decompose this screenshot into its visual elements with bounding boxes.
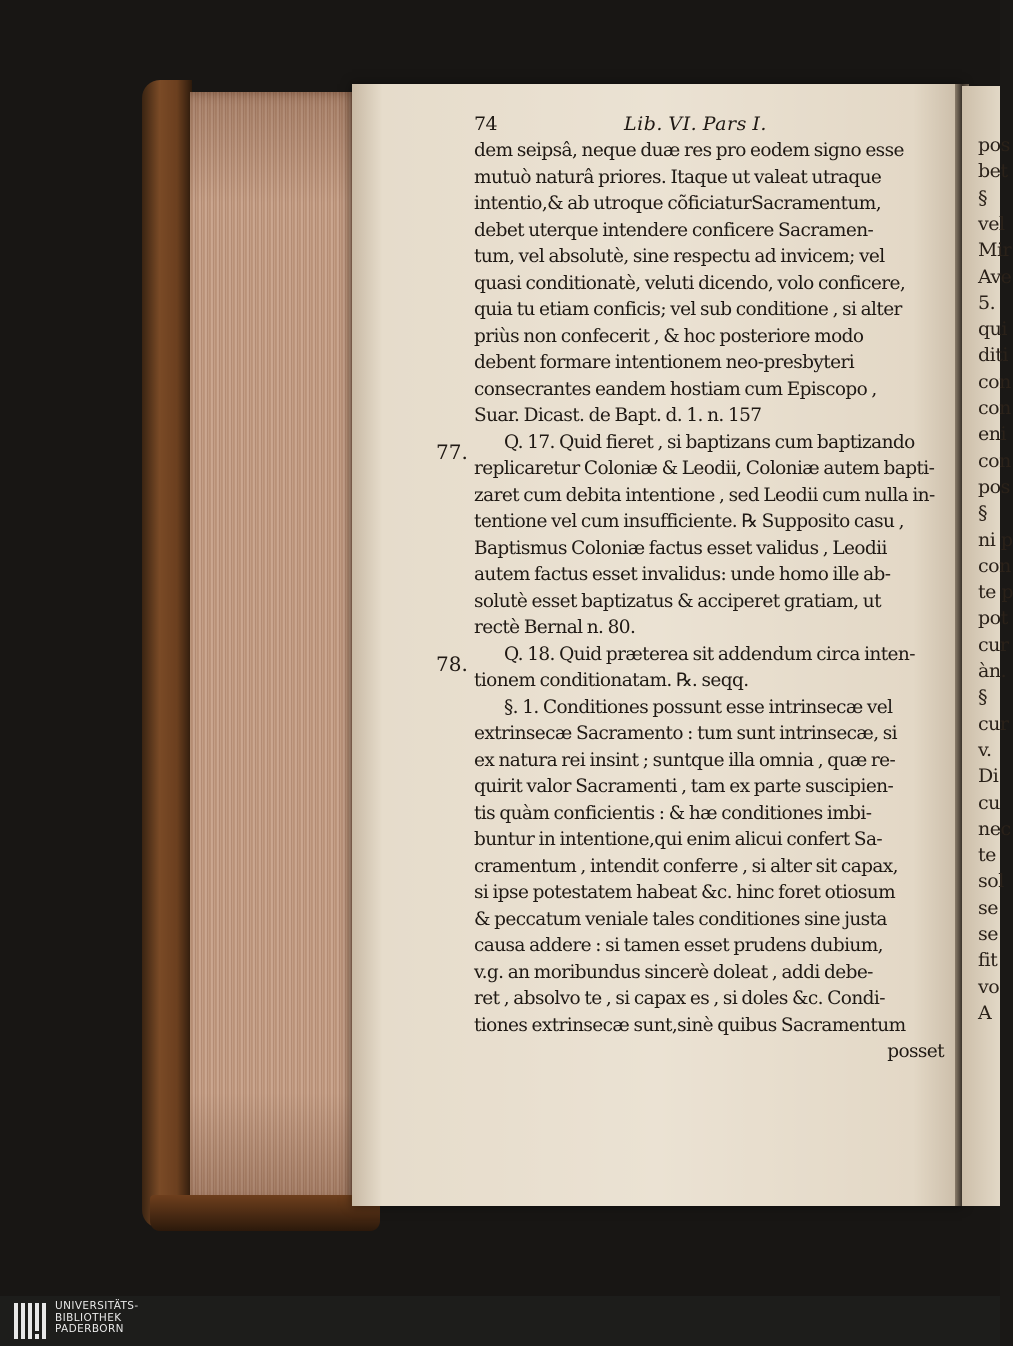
facing-page-fragment: § (978, 186, 987, 209)
text-line: priùs non confecerit , & hoc posteriore modo (474, 325, 864, 347)
book-fore-edge (190, 92, 358, 1204)
facing-page-fragment: § (978, 686, 987, 709)
text-line: ret , absolvo te , si capax es , si doles &c. Condi- (474, 988, 885, 1009)
facing-page-fragment: bet (978, 160, 1008, 183)
facing-page-fragment: cur (978, 712, 1009, 735)
facing-page-fragment: pos (978, 475, 1010, 498)
facing-page-fragment: vo (978, 975, 1000, 998)
facing-page-fragment: con (978, 449, 1011, 472)
body-lines (474, 138, 954, 1039)
running-title: Lib. VI. Pars I. (624, 113, 767, 135)
facing-page-fragment: Ave (978, 265, 1012, 288)
facing-page-fragment: se (978, 923, 998, 945)
text-line: quirit valor Sacramenti , tam ex parte suscipien- (474, 776, 894, 797)
margin-number-78: 78. (436, 652, 468, 676)
text-line: zaret cum debita intentione , sed Leodii cum nulla in- (474, 484, 935, 506)
facing-page-fragment: con (978, 554, 1011, 577)
text-line: causa addere : si tamen esset prudens dubium, (474, 935, 883, 956)
text-line: replicaretur Coloniæ & Leodii, Coloniæ autem bapti- (474, 458, 935, 479)
facing-page-fragment: A (978, 1001, 992, 1024)
book-cover-spine (142, 80, 192, 1228)
facing-page-fragment: ni p (978, 528, 1013, 551)
text-line: Suar. Dicast. de Bapt. d. 1. n. 157 (474, 405, 762, 426)
facing-page-fragment: cu (978, 791, 1000, 814)
page-number: 74 (474, 113, 497, 135)
facing-page-fragment: te p (978, 581, 1013, 604)
facing-page-fragment: vel (978, 212, 1005, 235)
text-line: rectè Bernal n. 80. (474, 617, 636, 638)
facing-page-fragment: Di (978, 765, 999, 788)
text-line: Q. 17. Quid fieret , si baptizans cum baptizando (504, 431, 915, 453)
facing-page-fragment: se (978, 896, 998, 919)
text-line: Baptismus Coloniæ factus esset validus , Leodii (474, 537, 887, 559)
facing-page-fragment: pot (978, 607, 1008, 630)
text-line: tiones extrinsecæ sunt,sinè quibus Sacramentum (474, 1014, 906, 1036)
library-logo-text: UNIVERSITÄTS- BIBLIOTHEK PADERBORN (55, 1300, 139, 1335)
text-line: tum, vel absolutè, sine respectu ad invicem; vel (474, 246, 885, 267)
text-line: autem factus esset invalidus: unde homo ille ab- (474, 564, 891, 585)
text-line: tentione vel cum insufficiente. ℞ Supposito casu , (474, 511, 904, 532)
facing-page-fragment: diti (978, 344, 1008, 367)
facing-page-fragment: àn. (978, 660, 1007, 682)
text-line: intentio,& ab utroque cõficiaturSacramentum, (474, 193, 881, 214)
facing-page-edge (962, 86, 1013, 1206)
text-line: quia tu etiam conficis; vel sub conditione , si alter (474, 299, 902, 320)
text-line: tionem conditionatam. ℞. seqq. (474, 670, 749, 691)
text-line: extrinsecæ Sacramento : tum sunt intrinsecæ, si (474, 723, 897, 744)
catchword: posset (887, 1041, 944, 1062)
facing-page-fragment: te (978, 844, 996, 867)
facing-page-fragment: con (978, 370, 1011, 393)
facing-page-fragment: cur (978, 633, 1009, 656)
facing-page-fragment: § (978, 502, 987, 525)
facing-page-fragment: Mir (978, 239, 1012, 262)
text-line: v.g. an moribundus sincerè doleat , addi debe- (474, 961, 873, 983)
facing-page-fragment: nec (978, 817, 1011, 840)
facing-page-fragment: eni (978, 423, 1007, 446)
text-line: dem seipsâ, neque duæ res pro eodem signo esse (474, 140, 904, 161)
text-line: tis quàm conficientis : & hæ conditiones imbi- (474, 802, 872, 824)
facing-page-fragment: sol (978, 870, 1004, 893)
text-line: mutuò naturâ priores. Itaque ut valeat utraque (474, 166, 882, 188)
text-line: & peccatum veniale tales conditiones sine justa (474, 908, 887, 930)
library-logo-icon (14, 1303, 48, 1339)
facing-page-fragment: con (978, 397, 1011, 419)
text-line: consecrantes eandem hostiam cum Episcopo , (474, 378, 877, 400)
text-line: si ipse potestatem habeat &c. hinc foret otiosum (474, 882, 896, 903)
facing-page-fragment: fit (978, 949, 998, 972)
text-line: quasi conditionatè, veluti dicendo, volo conficere, (474, 272, 906, 294)
page-header (474, 110, 954, 138)
text-line: cramentum , intendit conferre , si alter sit capax, (474, 855, 898, 877)
margin-number-77: 77. (436, 440, 468, 464)
facing-page-fragment: 5. (978, 291, 996, 314)
text-line: solutè esset baptizatus & acciperet gratiam, ut (474, 590, 881, 612)
text-line: ex natura rei insint ; suntque illa omnia , quæ re- (474, 749, 896, 771)
facing-page-fragment: qui (978, 318, 1007, 341)
library-footer-bar (0, 1296, 1000, 1346)
text-line: debet uterque intendere conficere Sacramen- (474, 219, 874, 241)
text-line: §. 1. Conditiones possunt esse intrinsecæ vel (504, 696, 893, 718)
page-text-block (474, 110, 954, 1066)
text-line: Q. 18. Quid præterea sit addendum circa inten- (504, 643, 915, 665)
facing-page-fragment: v. (978, 738, 992, 761)
facing-page-fragment: pos (978, 134, 1010, 156)
text-line: buntur in intentione,qui enim alicui confert Sa- (474, 829, 883, 850)
text-line: debent formare intentionem neo-presbyteri (474, 352, 855, 373)
book-bottom-cover (150, 1195, 380, 1231)
